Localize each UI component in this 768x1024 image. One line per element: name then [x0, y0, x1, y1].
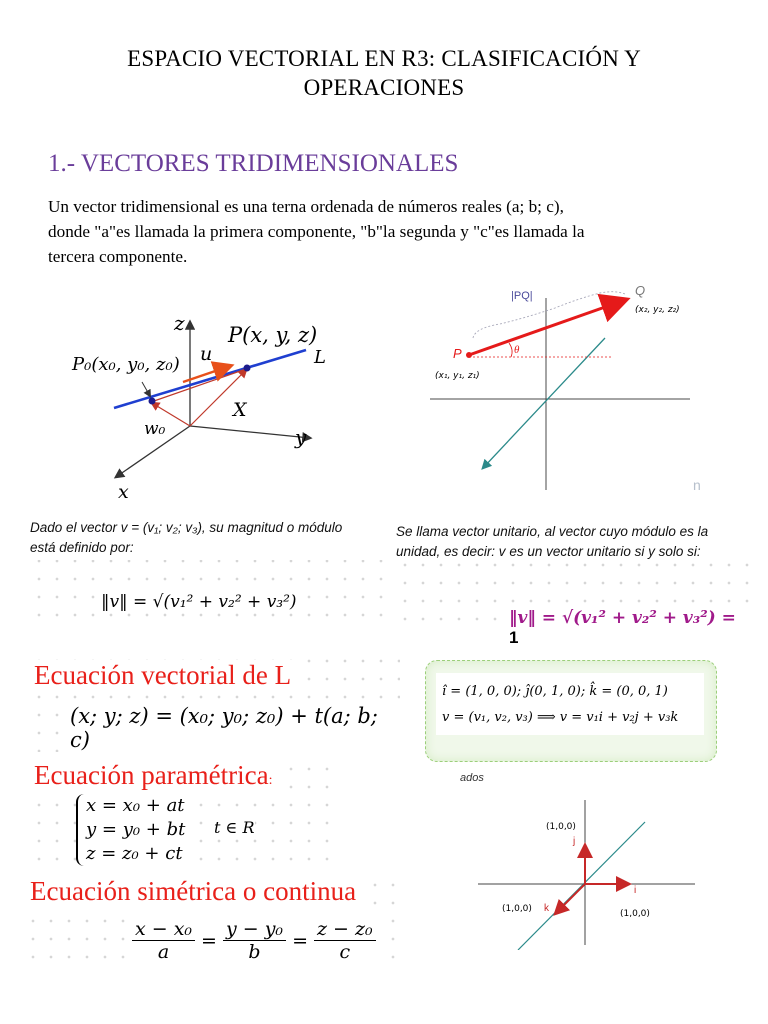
label-theta: θ — [514, 344, 520, 356]
parametric-eq-y: y = y₀ + bt — [86, 819, 186, 840]
parametric-system — [76, 794, 185, 866]
document-title — [0, 44, 768, 102]
symmetric-equation-box — [24, 876, 404, 968]
unit-vector-text — [396, 522, 708, 562]
parametric-colon: : — [268, 773, 273, 788]
intro-line-2: donde "a"es llamada la primera componente, "b"la segunda y "c"es llamada la — [48, 222, 585, 241]
vector-equation-box — [30, 652, 400, 752]
basis-line-2: v = (v₁, v₂, v₃) ⟹ v = v₁i + v₂j + v₃k — [442, 710, 679, 725]
vector-equation-formula: (x; y; z) = (x₀; y₀; z₀) + t(a; b; c) — [66, 704, 400, 752]
basis-text — [442, 679, 678, 731]
basis-line-1: î = (1, 0, 0); ĵ(0, 1, 0); k̂ = (0, 0, 1) — [442, 684, 668, 699]
label-y: y — [295, 425, 307, 449]
label-x: x — [118, 481, 129, 503]
fraction-z-numerator: z − z₀ — [314, 918, 376, 941]
title-line-1: ESPACIO VECTORIAL EN R3: CLASIFICACIÓN Y — [127, 46, 641, 71]
modulo-text-line-2: está definido por: — [30, 540, 134, 555]
point-P — [466, 352, 472, 358]
line-3d-figure — [70, 300, 370, 505]
y-axis — [190, 426, 310, 438]
point-P — [244, 365, 251, 372]
title-line-2: OPERACIONES — [303, 75, 465, 100]
parametric-heading: Ecuación paramétrica — [34, 760, 269, 790]
vector-equation-heading: Ecuación vectorial de L — [34, 660, 295, 691]
label-Q-coords: (x₂, y₂, z₂) — [635, 305, 680, 315]
unit-vector-text-line-2: unidad, es decir: v es un vector unitario si y solo si: — [396, 544, 701, 559]
modulo-formula: ‖v‖ = √(v₁² + v₂² + v₃²) — [98, 592, 300, 612]
unit-vector-text-line-1: Se llama vector unitario, al vector cuyo módulo es la — [396, 524, 709, 539]
j-coords: (1,0,0) — [546, 822, 576, 832]
angle-arc — [509, 343, 512, 357]
label-P-coords: (x₁, y₁, z₁) — [435, 371, 480, 381]
parametric-eq-x: x = x₀ + at — [86, 795, 185, 816]
label-L: L — [314, 347, 326, 368]
label-P0: P₀(x₀, y₀, z₀) — [72, 354, 180, 375]
label-j: j — [573, 836, 576, 847]
unit-formula-one: 1 — [509, 628, 519, 647]
basis-fragment: ados — [460, 772, 484, 784]
label-X: X — [233, 399, 247, 421]
intro-line-1: Un vector tridimensional es una terna ordenada de números reales (a; b; c), — [48, 197, 564, 216]
parametric-equation-box — [30, 760, 330, 870]
fraction-x — [132, 918, 195, 963]
brace-curve — [473, 292, 625, 338]
fig3-depth-axis — [518, 822, 645, 950]
label-pq: |PQ| — [511, 290, 533, 302]
depth-axis — [483, 338, 605, 468]
fraction-y-numerator: y − y₀ — [223, 918, 286, 941]
parametric-domain: t ∈ R — [214, 818, 255, 837]
basis-box — [425, 660, 717, 762]
fraction-z — [314, 918, 376, 963]
label-i: i — [634, 885, 637, 896]
unit-formula-expr: ‖v‖ = √(v₁² + v₂² + v₃²) = — [509, 608, 736, 628]
intro-paragraph — [48, 194, 708, 269]
point-P0 — [149, 398, 156, 405]
symmetric-formula — [128, 918, 380, 963]
k-vector — [556, 884, 585, 913]
unit-vector-formula — [506, 608, 752, 648]
section-heading: 1.- VECTORES TRIDIMENSIONALES — [48, 150, 459, 177]
fraction-x-numerator: x − x₀ — [132, 918, 195, 941]
i-coords: (1,0,0) — [620, 909, 650, 919]
k-coords: (1,0,0) — [502, 904, 532, 914]
fraction-x-denominator: a — [157, 941, 170, 963]
label-z: z — [174, 311, 185, 335]
label-P: P(x, y, z) — [228, 323, 318, 347]
pq-vector-figure — [425, 278, 725, 498]
equals-sign-2: = — [292, 929, 308, 952]
watermark-mark: n — [693, 477, 701, 493]
symmetric-heading: Ecuación simétrica o continua — [30, 876, 360, 907]
label-k: k — [544, 903, 549, 914]
pointer-arrow — [142, 382, 150, 396]
modulo-text-line-1: Dado el vector v = (v₁; v₂; v₃), su magnitud o módulo — [30, 520, 343, 535]
fraction-y — [223, 918, 286, 963]
fraction-y-denominator: b — [248, 941, 261, 963]
unit-vector-box — [396, 520, 752, 647]
fraction-z-denominator: c — [339, 941, 351, 963]
label-u: u — [200, 343, 213, 365]
label-P: P — [453, 346, 462, 361]
parametric-heading-wrap — [34, 760, 277, 791]
modulo-text — [30, 518, 342, 558]
modulo-box — [30, 516, 392, 628]
pq-vector — [469, 300, 625, 355]
unit-vectors-figure — [470, 790, 710, 950]
parametric-eq-z: z = z₀ + ct — [86, 843, 183, 864]
label-Q: Q — [635, 283, 646, 298]
equals-sign-1: = — [201, 929, 217, 952]
label-w0: w₀ — [144, 419, 166, 439]
intro-line-3: tercera componente. — [48, 247, 188, 266]
